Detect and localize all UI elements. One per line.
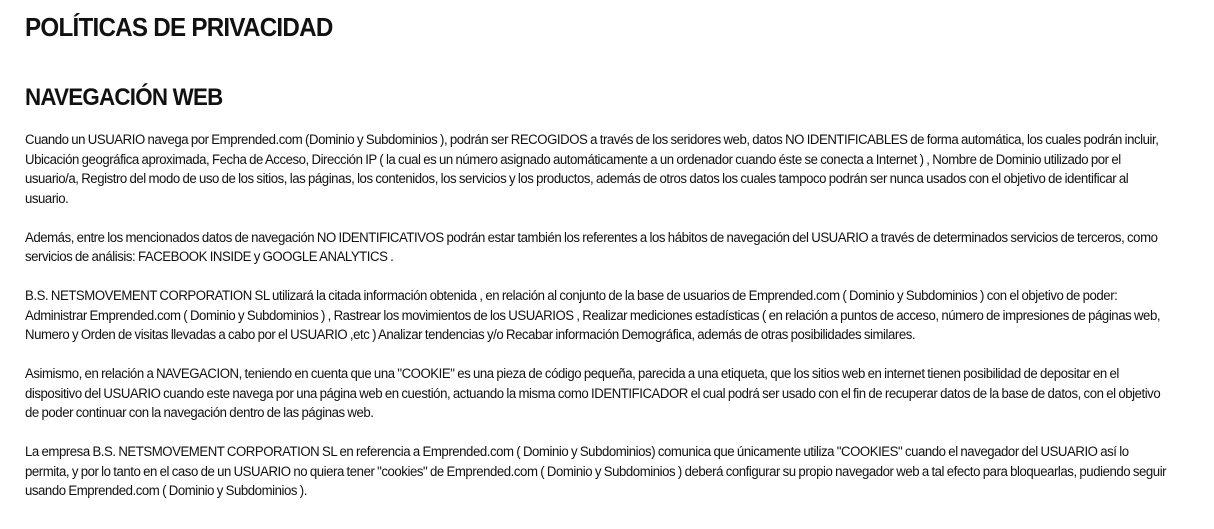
policy-body	[25, 130, 1184, 501]
paragraph-servicios-terceros: Además, entre los mencionados datos de navegación NO IDENTIFICATIVOS podrán estar también los referentes a los hábitos de navegación del USUARIO a través de determinados servicios de terceros, como servicios de análisis: FACEBOOK INSIDE y GOOGLE ANALYTICS .	[25, 229, 1158, 264]
page-title: POLÍTICAS DE PRIVACIDAD	[25, 12, 333, 42]
paragraph-uso-informacion: B.S. NETSMOVEMENT CORPORATION SL utilizará la citada información obtenida , en relación al conjunto de la base de usuarios de Emprended.com ( Dominio y Subdominios ) con el objetivo de poder: Administrar Emprended.com ( Dominio y Subdominios ) , Rastrear los movimientos de los USUARIOS , Realizar mediciones estadísticas ( en relación a puntos de acceso, número de impresiones de páginas web, Numero y Orden de visitas llevadas a cabo por el USUARIO ,etc ) Analizar tendencias y/o Recabar información Demográfica, además de otras posibilidades similares.	[25, 288, 1161, 342]
section-heading-navegacion-web: NAVEGACIÓN WEB	[25, 84, 223, 111]
paragraph-definicion-cookie: Asimismo, en relación a NAVEGACION, teniendo en cuenta que una "COOKIE" es una pieza de código pequeña, parecida a una etiqueta, que los sitios web en internet tienen posibilidad de depositar en el dispositivo del USUARIO cuando este navega por una página web en cuestión, actuando la misma como IDENTIFICADOR el cual podrá ser usado con el fin de recuperar datos de la base de datos, con el objetivo de poder continuar con la navegación dentro de las páginas web.	[25, 366, 1161, 420]
paragraph-datos-recogidos: Cuando un USUARIO navega por Emprended.com (Dominio y Subdominios ), podrán ser RECOGIDOS a través de los seridores web, datos NO IDENTIFICABLES de forma automática, los cuales podrán incluir, Ubicación geográfica aproximada, Fecha de Acceso, Dirección IP ( la cual es un número asignado automáticamente a un ordenador cuando éste se conecta a Internet ) , Nombre de Dominio utilizado por el usuario/a, Registro del modo de uso de los sitios, las páginas, los contenidos, los servicios y los productos, además de otros datos los cuales tampoco podrán ser nunca usados con el objetivo de identificar al usuario.	[25, 132, 1159, 206]
paragraph-uso-cookies: La empresa B.S. NETSMOVEMENT CORPORATION SL en referencia a Emprended.com ( Dominio y Subdominios) comunica que únicamente utiliza "COOKIES" cuando el navegador del USUARIO así lo permita, y por lo tanto en el caso de un USUARIO no quiera tener "cookies" de Emprended.com ( Dominio y Subdominios ) deberá configurar su propio navegador web a tal efecto para bloquearlas, pudiendo seguir usando Emprended.com ( Dominio y Subdominios ).	[25, 444, 1167, 498]
